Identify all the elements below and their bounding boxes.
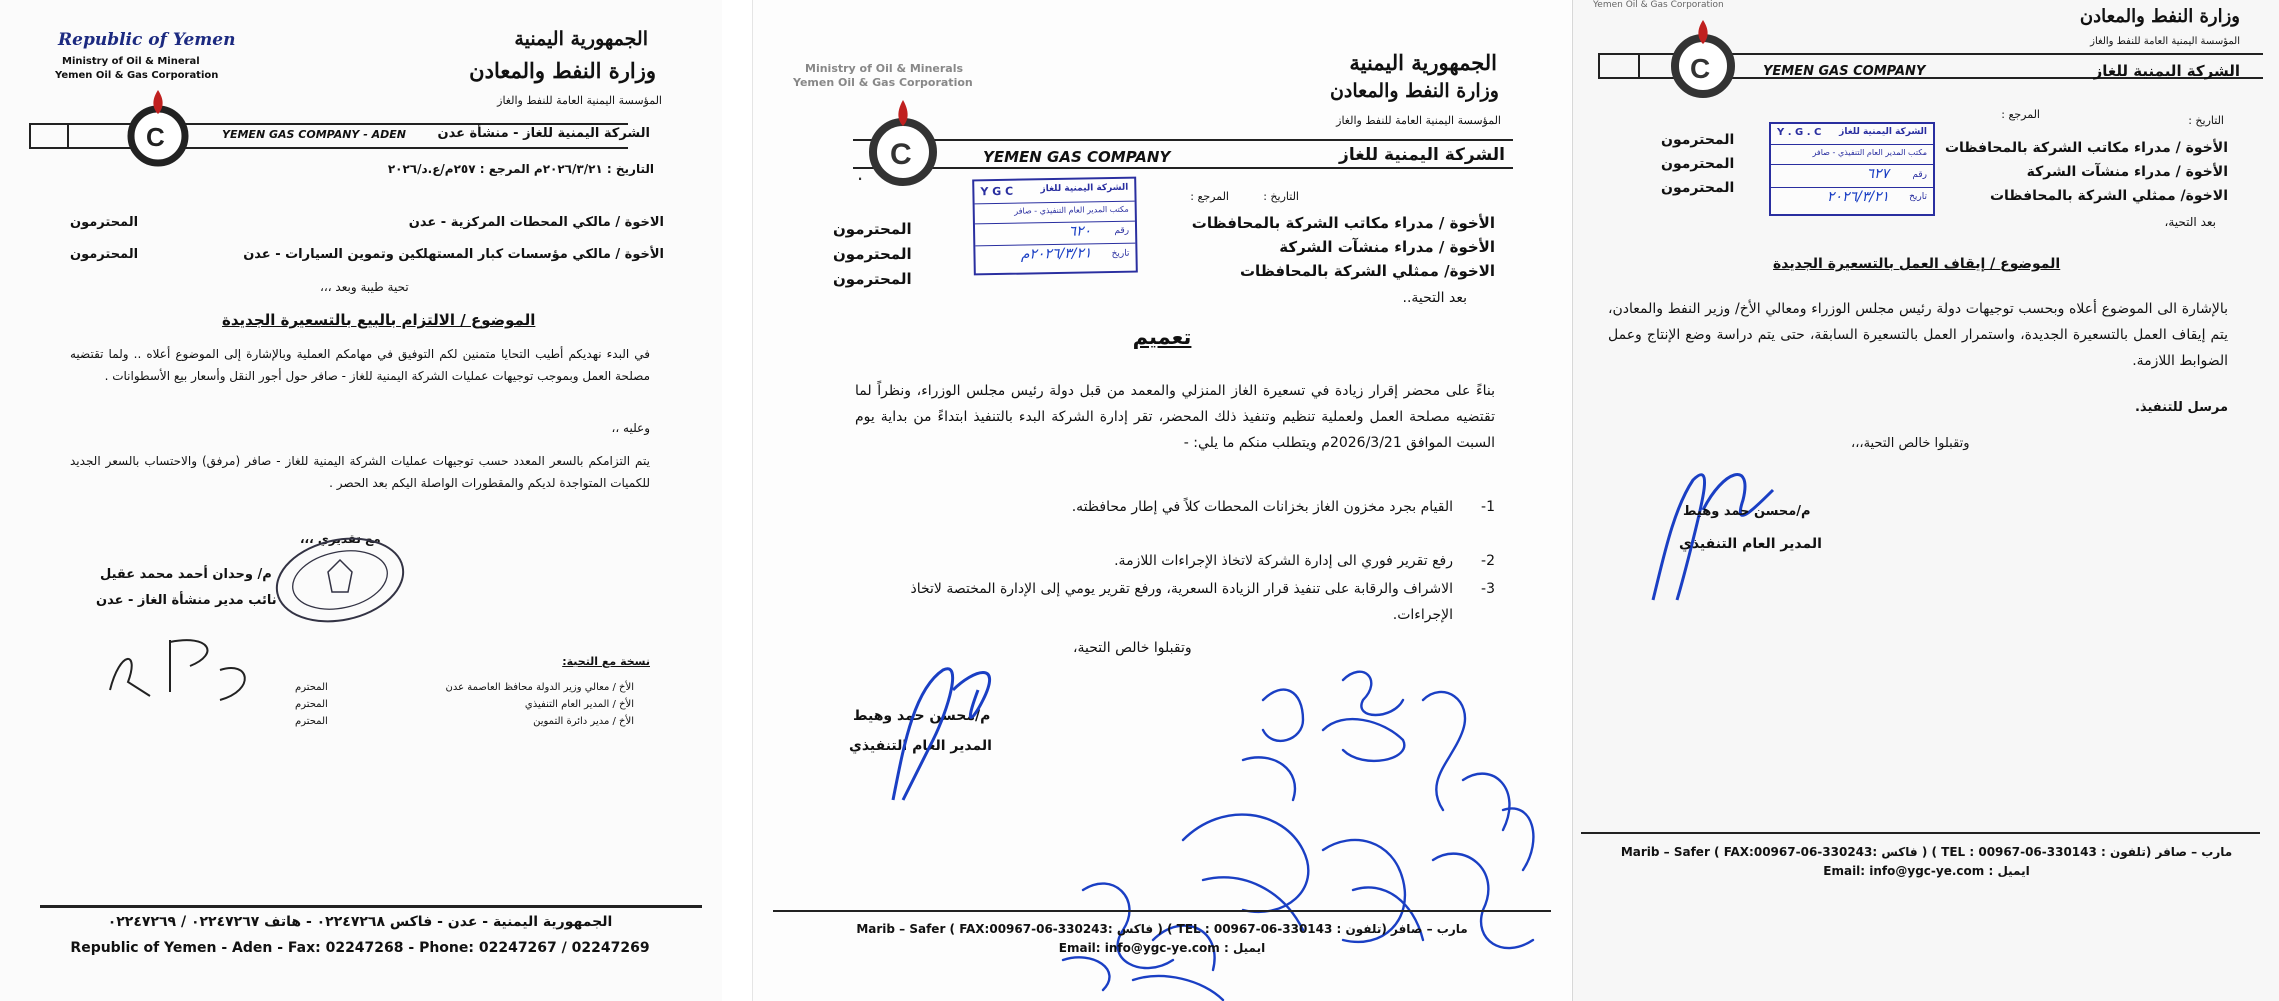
addressee-3: الاخوة/ ممثلي الشركة بالمحافظات xyxy=(1239,262,1495,280)
body-paragraph: بالإشارة الى الموضوع أعلاه وبحسب توجيهات دولة رئيس مجلس الوزراء ومعالي الأخ/ وزير النفط والمعادن، يتم إيقاف العمل بالتسعيرة الجديدة، واستمرار العمل بالتسعيرة السابقة، حتى يتم دراسة وضع الإنتاج وعمل الضوابط اللازمة. xyxy=(1608,301,2228,369)
letterhead-en-corp: Yemen Oil & Gas Corporation xyxy=(793,76,973,89)
ref-label: المرجع : xyxy=(2001,108,2040,121)
list-item-1-text: القيام بجرد مخزون الغاز بخزانات المحطات كلاً في إطار محافظته. xyxy=(1071,499,1453,515)
addressee-1-title: المحترمون xyxy=(70,215,139,230)
circular-heading: تعميم xyxy=(1132,325,1192,349)
list-item-1 xyxy=(855,494,1495,520)
signer-name: م/ وحدان أحمد محمد عقيل xyxy=(100,567,272,582)
addressee-1-title: المحترمون xyxy=(1661,132,1735,148)
cc-2-title: المحترم xyxy=(295,699,328,710)
addressee-2: الأخوة / مالكي مؤسسات كبار المستهلكين وتموين السيارات - عدن xyxy=(243,247,664,262)
addressee-3: الاخوة/ ممثلي الشركة بالمحافظات xyxy=(1989,188,2228,204)
list-item-2-num: 2- xyxy=(1481,553,1495,569)
round-seal-image xyxy=(270,530,420,630)
stamp-ygc: Y G C xyxy=(980,184,1014,199)
letterhead-ar-republic: الجمهورية اليمنية xyxy=(514,28,648,50)
date-ref-line: التاريخ : ٢٠٢٦/٣/٢١م المرجع : ٢٥٧م/ع.د/٢٠٢٦ xyxy=(387,162,654,176)
received-stamp xyxy=(1769,122,1935,216)
footer-line-2: Email: info@ygc-ye.com : ايميل xyxy=(1823,864,2030,878)
signer-name: م/محسن حمد وهيط xyxy=(853,708,991,724)
stamp-num-value: ٦٢٠ xyxy=(1068,223,1092,240)
signer-title: المدير العام التنفيذي xyxy=(849,738,992,754)
company-name-en: YEMEN GAS COMPANY xyxy=(983,148,1171,166)
closing: وتقبلوا خالص التحية، xyxy=(1073,640,1192,656)
letterhead-en-corp: Yemen Oil & Gas Corporation xyxy=(55,70,219,81)
ref-label: المرجع : xyxy=(1190,190,1229,203)
closing: وتقبلوا خالص التحية،،، xyxy=(1851,436,1970,451)
cc-3: الأخ / مدير دائرة التموين xyxy=(533,716,634,727)
company-name-ar: الشركة اليمنية للغاز - منشأة عدن xyxy=(437,126,650,141)
cc-title: نسخة مع التحية: xyxy=(562,655,650,668)
greeting: بعد التحية، xyxy=(2164,215,2216,229)
greeting: بعد التحية.. xyxy=(1402,290,1467,306)
list-item-2-text: رفع تقرير فوري الى إدارة الشركة لاتخاذ الإجراءات اللازمة. xyxy=(1114,553,1453,569)
letterhead-ar-ministry: وزارة النفط والمعادن xyxy=(2079,6,2240,27)
cc-1-title: المحترم xyxy=(295,682,328,693)
send-for-execution: مرسل للتنفيذ. xyxy=(2135,400,2228,415)
addressee-2: الأخوة / مدراء منشآت الشركة xyxy=(2026,164,2228,180)
list-item-3 xyxy=(855,576,1495,628)
whereas: وعليه ،، xyxy=(611,421,650,435)
addressee-3-title: المحترمون xyxy=(833,270,912,288)
addressee-1: الأخوة / مدراء مكاتب الشركة بالمحافظات xyxy=(1944,140,2228,156)
regards: مع تقديري ،،، xyxy=(300,532,381,546)
footer-line-1: Marib – Safer ( FAX:00967-06-330243: فاكس ) ( TEL : 00967-06-330143 : مارب – صافر (تلفون xyxy=(856,922,1468,936)
company-name-en: YEMEN GAS COMPANY xyxy=(1763,64,1926,79)
company-logo-band xyxy=(793,90,1513,190)
signer-title: المدير العام التنفيذي xyxy=(1679,536,1822,552)
company-logo-band xyxy=(28,84,668,164)
stamp-ygc: Y . G . C xyxy=(1777,127,1822,138)
stamp-date-label: تاريخ xyxy=(1111,248,1130,260)
letter-circular xyxy=(752,0,1571,1001)
company-name-ar: الشركة اليمنية للغاز xyxy=(2093,62,2240,80)
greeting: تحية طيبة وبعد ،،، xyxy=(320,280,409,294)
svg-text:C: C xyxy=(890,138,912,171)
cc-3-title: المحترم xyxy=(295,716,328,727)
list-item-2 xyxy=(855,548,1495,574)
svg-text:C: C xyxy=(1690,53,1711,84)
signer-title: نائب مدير منشأة الغاز - عدن xyxy=(96,593,277,608)
date-label: التاريخ : xyxy=(2188,114,2224,127)
addressee-3-title: المحترمون xyxy=(1661,180,1735,196)
company-name-ar: الشركة اليمنية للغاز xyxy=(1339,145,1505,165)
footer-rule xyxy=(40,905,702,908)
stamp-date-value: ٢٠٢٦/٣/٢١ xyxy=(1826,189,1889,205)
stamp-line2: مكتب المدير العام التنفيذي - صافر xyxy=(1812,148,1927,157)
letterhead-en-republic: Republic of Yemen xyxy=(58,30,236,50)
stamp-date-label: تاريخ xyxy=(1909,192,1927,202)
addressee-2-title: المحترمون xyxy=(833,245,912,263)
letter-suspension xyxy=(1572,0,2279,1001)
letterhead-ar-republic: الجمهورية اليمنية xyxy=(1349,50,1497,75)
addressee-2-title: المحترمون xyxy=(70,247,139,262)
letterhead-ar-ministry: وزارة النفط والمعادن xyxy=(1329,80,1499,102)
stamp-num-value: ٦٢٧ xyxy=(1866,166,1889,182)
footer-line-1: Marib – Safer ( FAX:00967-06-330243: فاكس ) ( TEL : 00967-06-330143 : مارب – صافر (تلفون xyxy=(1620,845,2233,859)
addressee-2-title: المحترمون xyxy=(1661,156,1735,172)
letterhead-ar-corp: المؤسسة اليمنية العامة للنفط والغاز xyxy=(2090,36,2240,47)
stamp-line1: الشركة اليمنية للغاز xyxy=(1040,182,1129,195)
footer-line-2: Email: info@ygc-ye.com : ايميل xyxy=(1058,941,1266,955)
footer-en: Republic of Yemen - Aden - Fax: 02247268 - Phone: 02247267 / 02247269 xyxy=(70,940,650,956)
signer-name: م/محسن حمد وهيط xyxy=(1683,504,1811,519)
footer-rule xyxy=(773,910,1551,912)
cc-2: الأخ / المدير العام التنفيذي xyxy=(524,699,634,710)
stamp-num-label: رقم xyxy=(1912,170,1927,180)
letterhead-ar-corp: المؤسسة اليمنية العامة للنفط والغاز xyxy=(497,94,662,107)
stamp-line1: الشركة اليمنية للغاز xyxy=(1839,127,1927,137)
list-item-1-num: 1- xyxy=(1481,499,1495,515)
letterhead-en-ministry: Ministry of Oil & Minerals xyxy=(805,62,964,75)
list-item-3-text: الاشراف والرقابة على تنفيذ قرار الزيادة السعرية، ورفع تقرير يومي إلى الإدارة المختصة لاتخاذ الإجراءات. xyxy=(910,581,1453,623)
svg-text:C: C xyxy=(146,122,165,152)
letterhead-en-top: Yemen Oil & Gas Corporation xyxy=(1593,0,1724,10)
letter-aden xyxy=(0,0,722,1001)
list-item-3-num: 3- xyxy=(1481,581,1495,597)
letterhead-ar-corp: المؤسسة اليمنية العامة للنفط والغاز xyxy=(1336,114,1501,127)
signature-image xyxy=(1633,450,1813,610)
date-label: التاريخ : xyxy=(1263,190,1299,203)
addressee-1-title: المحترمون xyxy=(833,220,912,238)
letterhead-en-ministry: Ministry of Oil & Mineral xyxy=(62,56,200,67)
addressee-2: الأخوة / مدراء منشآت الشركة xyxy=(1279,238,1495,256)
body-paragraph-1: في البدء نهديكم أطيب التحايا متمنين لكم التوفيق في مهامكم العملية وبالإشارة إلى الموضوع أعلاه .. ولما تقتضيه مصلحة العمل وبموجب توجيهات عمليات الشركة اليمنية للغاز - صافر حول أجور النقل وأسعار بيع الأسطوانات . xyxy=(70,347,650,383)
cc-1: الأخ / معالي وزير الدولة محافظ العاصمة عدن xyxy=(445,682,634,693)
subject: الموضوع / إيقاف العمل بالتسعيرة الجديدة xyxy=(1773,256,2061,272)
footer-ar: الجمهورية اليمنية - عدن - فاكس ٠٢٢٤٧٢٦٨ - هاتف ٠٢٢٤٧٢٦٧ / ٠٢٢٤٧٢٦٩ xyxy=(107,914,613,930)
addressee-1: الاخوة / مالكي المحطات المركزية - عدن xyxy=(408,215,664,230)
stamp-date-value: ٢٠٢٦/٣/٢١م xyxy=(1020,245,1092,263)
stamp-num-label: رقم xyxy=(1114,225,1130,236)
body-paragraph-2: يتم التزامكم بالسعر المعدد حسب توجيهات عمليات الشركة اليمنية للغاز - صافر (مرفق) والاحتساب بالسعر الجديد للكميات المتواجدة لديكم والمقطورات الواصلة اليكم بعد الحصر . xyxy=(70,454,650,490)
addressee-1: الأخوة / مدراء مكاتب الشركة بالمحافظات xyxy=(1191,214,1495,232)
company-name-en: YEMEN GAS COMPANY - ADEN xyxy=(222,128,406,141)
body-paragraph: بناءً على محضر إقرار زيادة في تسعيرة الغاز المنزلي والمعمد من قبل دولة رئيس مجلس الوزراء، ونظراً لما تقتضيه مصلحة العمل ولعملية تنظيم وتنفيذ ذلك المحضر، تقر إدارة الشركة البدء بالتنفيذ ابتداءً من بداية يوم السبت الموافق 2026/3/21م ويتطلب منكم ما يلي: - xyxy=(855,383,1495,451)
footer-rule xyxy=(1581,832,2260,834)
letterhead-ar-ministry: وزارة النفط والمعادن xyxy=(469,58,656,83)
stamp-line2: مكتب المدير العام التنفيذي - صافر xyxy=(1014,204,1129,216)
svg-text:.: . xyxy=(857,160,864,185)
subject: الموضوع / الالتزام بالبيع بالتسعيرة الجديدة xyxy=(222,311,536,329)
received-stamp xyxy=(972,177,1138,276)
